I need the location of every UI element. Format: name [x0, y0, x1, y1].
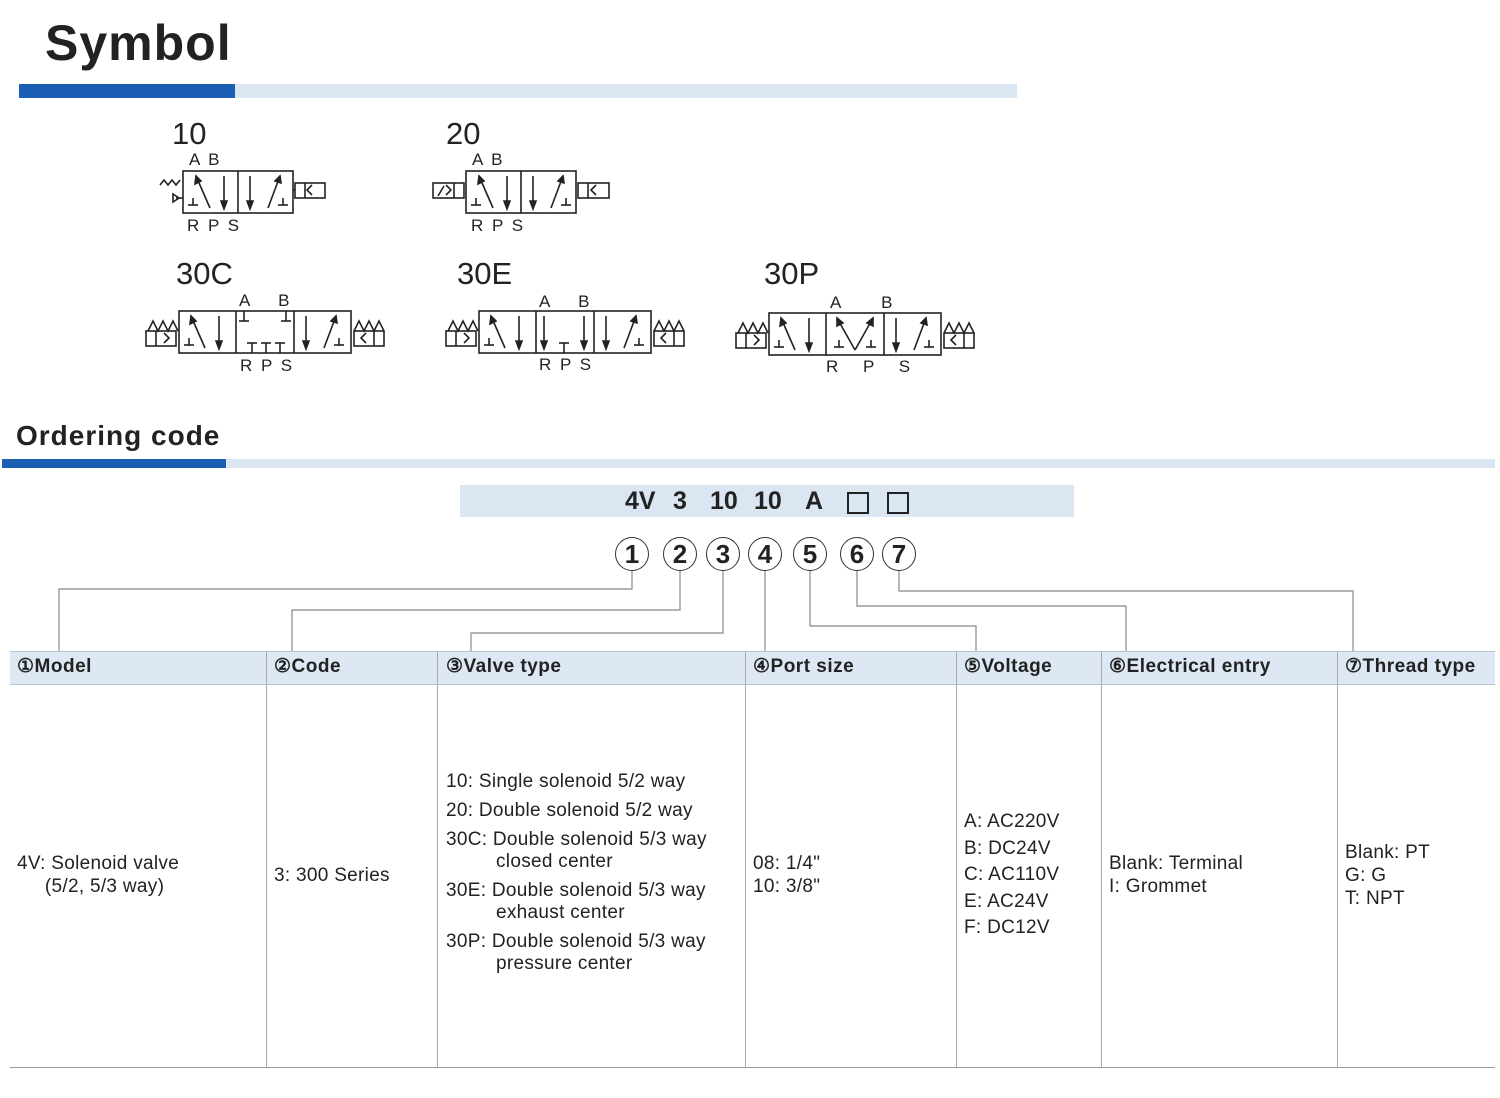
position-circle-3: 3	[706, 537, 740, 571]
cell-voltage-line: B: DC24V	[964, 837, 1051, 859]
header-electrical-entry: ⑥Electrical entry	[1109, 656, 1271, 677]
code-token-model: 4V	[625, 487, 656, 515]
symbol-code-30c: 30C	[176, 256, 233, 291]
column-divider	[956, 651, 957, 1068]
cell-electrical-entry	[1109, 852, 1243, 898]
cell-thread-type-line: T: NPT	[1345, 888, 1405, 909]
cell-valve-type-line: 30E: Double solenoid 5/3 way	[446, 880, 706, 901]
symbol-ports-top-30c: A B	[239, 291, 302, 310]
position-circle-2: 2	[663, 537, 697, 571]
cell-model-line: (5/2, 5/3 way)	[17, 876, 165, 897]
symbol-ports-top-20: A B	[472, 150, 505, 169]
cell-valve-type-line: 30P: Double solenoid 5/3 way	[446, 931, 706, 952]
cell-thread-type-line: Blank: PT	[1345, 842, 1431, 863]
cell-electrical-entry-line: Blank: Terminal	[1109, 853, 1244, 874]
code-token-voltage: A	[805, 487, 824, 515]
symbol-ports-top-30e: A B	[539, 292, 602, 311]
column-divider	[437, 651, 438, 1068]
symbol-code-10: 10	[172, 116, 207, 151]
code-token-port-size: 10	[754, 487, 782, 515]
header-thread-type: ⑦Thread type	[1345, 656, 1476, 677]
cell-voltage	[964, 809, 1060, 942]
cell-voltage-line: A: AC220V	[964, 811, 1060, 832]
table-bottom-border	[10, 1067, 1495, 1068]
symbol-ports-bottom-10: R P S	[187, 216, 242, 235]
cell-code	[274, 863, 390, 889]
position-circle-6: 6	[840, 537, 874, 571]
symbol-ports-bottom-20: R P S	[471, 216, 526, 235]
header-voltage: ⑤Voltage	[964, 656, 1053, 677]
symbol-ports-bottom-30e: R P S	[539, 355, 594, 374]
cell-valve-type-line: 10: Single solenoid 5/2 way	[446, 771, 686, 792]
position-circle-4: 4	[748, 537, 782, 571]
symbol-code-30e: 30E	[457, 256, 513, 291]
symbol-ports-bottom-30p: R P S	[826, 357, 921, 376]
cell-port-size	[753, 852, 820, 898]
symbol-title: Symbol	[45, 15, 232, 71]
ordering-code-title: Ordering code	[16, 420, 221, 451]
cell-electrical-entry-line: I: Grommet	[1109, 876, 1208, 897]
code-token-series: 3	[673, 487, 687, 515]
column-divider	[266, 651, 267, 1068]
cell-valve-type	[446, 771, 707, 975]
column-divider	[745, 651, 746, 1068]
cell-valve-type-line: pressure center	[496, 953, 633, 974]
cell-thread-type	[1345, 841, 1430, 910]
cell-voltage-line: C: AC110V	[964, 864, 1060, 885]
cell-code-line: 3: 300 Series	[274, 865, 390, 886]
symbol-code-30p: 30P	[764, 256, 820, 291]
position-circle-7: 7	[882, 537, 916, 571]
column-divider	[1337, 651, 1338, 1068]
cell-port-size-line: 10: 3/8"	[753, 876, 821, 897]
cell-valve-type-line: closed center	[496, 851, 613, 872]
header-model: ①Model	[17, 656, 92, 677]
column-divider	[1101, 651, 1102, 1068]
cell-voltage-line: E: AC24V	[964, 890, 1049, 912]
position-circle-1: 1	[615, 537, 649, 571]
cell-voltage-line: F: DC12V	[964, 917, 1050, 938]
cell-port-size-line: 08: 1/4"	[753, 853, 821, 874]
cell-model-line: 4V: Solenoid valve	[17, 853, 180, 874]
symbol-ports-top-10: A B	[189, 150, 222, 169]
position-circle-5: 5	[793, 537, 827, 571]
cell-model	[17, 852, 179, 898]
cell-valve-type-line: 30C: Double solenoid 5/3 way	[446, 829, 707, 850]
cell-thread-type-line: G: G	[1345, 865, 1387, 886]
header-code: ②Code	[274, 656, 342, 677]
symbol-code-20: 20	[446, 116, 481, 151]
header-port-size: ④Port size	[753, 656, 855, 677]
header-valve-type: ③Valve type	[446, 656, 562, 677]
symbol-ports-bottom-30c: R P S	[240, 356, 295, 375]
symbol-ports-top-30p: A B	[830, 293, 911, 312]
cell-valve-type-line: 20: Double solenoid 5/2 way	[446, 800, 693, 821]
code-token-valve-type: 10	[710, 487, 738, 515]
cell-valve-type-line: exhaust center	[496, 902, 625, 923]
